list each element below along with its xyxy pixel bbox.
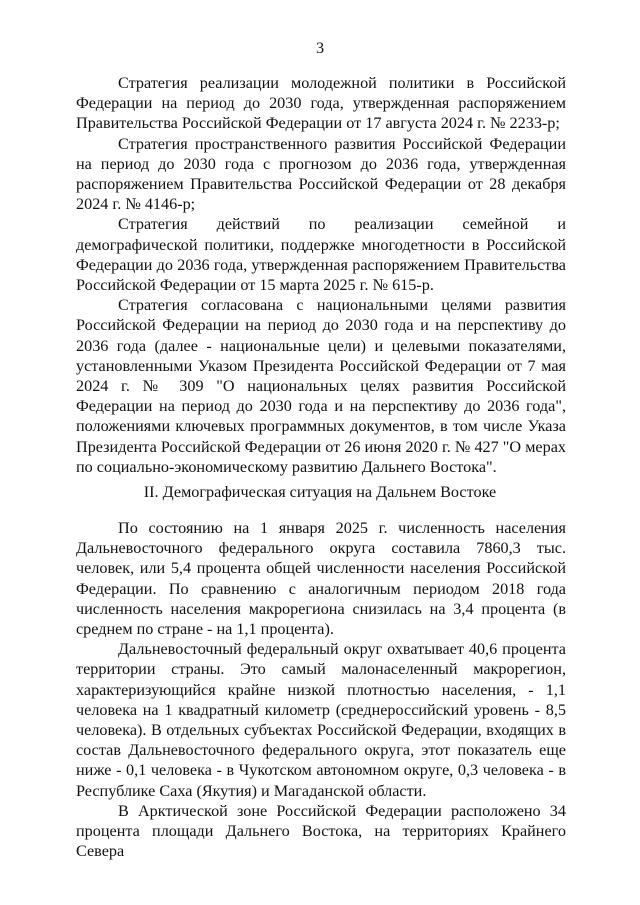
- paragraph-youth-strategy: Стратегия реализации молодежной политики в Российской Федерации на период до 2030 года, утвержденная распоряжением Правительства Российской Федерации от 17 августа 2024 г. № 2233-р;: [76, 74, 566, 133]
- section-heading: II. Демографическая ситуация на Дальнем Востоке: [143, 483, 497, 501]
- paragraph-family-strategy: Стратегия действий по реализации семейной и демографической политики, поддержке многодетности в Российской Федерации до 2036 года, утвержденная распоряжением Правительства Российской Федерации от 15 марта 2025 г. № 615-р.: [76, 215, 566, 295]
- demography-paragraphs: [76, 518, 566, 861]
- paragraph-population: По состоянию на 1 января 2025 г. численность населения Дальневосточного федерального округа составила 7860,3 тыс. человек, или 5,4 процента общей численности населения Российской Федерации. По сравнению с аналогичным периодом 2018 года численность населения макрорегиона снизилась на 3,4 процента (в среднем по стране - на 1,1 процента).: [76, 519, 566, 639]
- paragraph-national-goals: Стратегия согласована с национальными целями развития Российской Федерации на период до 2030 года и на перспективу до 2036 года (далее - национальные цели) и целевыми показателями, установленными Указом Президента Российской Федерации от 7 мая 2024 г. № 309 "О национальных целях развития Российской Федерации на период до 2030 года и на перспективу до 2036 года", положениями ключевых программных документов, в том числе Указа Президента Российской Федерации от 26 июня 2020 г. № 427 "О мерах по социально-экономическому развитию Дальнего Востока".: [76, 296, 566, 476]
- paragraph-spatial-strategy: Стратегия пространственного развития Российской Федерации на период до 2030 года с прогнозом до 2036 года, утвержденная распоряжением Правительства Российской Федерации от 28 декабря 2024 г. № 4146-р;: [76, 134, 566, 214]
- intro-paragraphs: [76, 73, 566, 477]
- paragraph-arctic: В Арктической зоне Российской Федерации расположено 34 процента площади Дальнего Востока, на территориях Крайнего Севера: [76, 801, 566, 861]
- paragraph-density: Дальневосточный федеральный округ охватывает 40,6 процента территории страны. Это самый малонаселенный макрорегион, характеризующийся крайне низкой плотностью населения, - 1,1 человека на 1 квадратный километр (среднероссийский уровень - 8,5 человека). В отдельных субъектах Российской Федерации, входящих в состав Дальневосточного федерального округа, этот показатель еще ниже - 0,1 человека - в Чукотском автономном округе, 0,3 человека - в Республике Саха (Якутия) и Магаданской области.: [76, 640, 566, 800]
- page-number: 3: [315, 39, 325, 57]
